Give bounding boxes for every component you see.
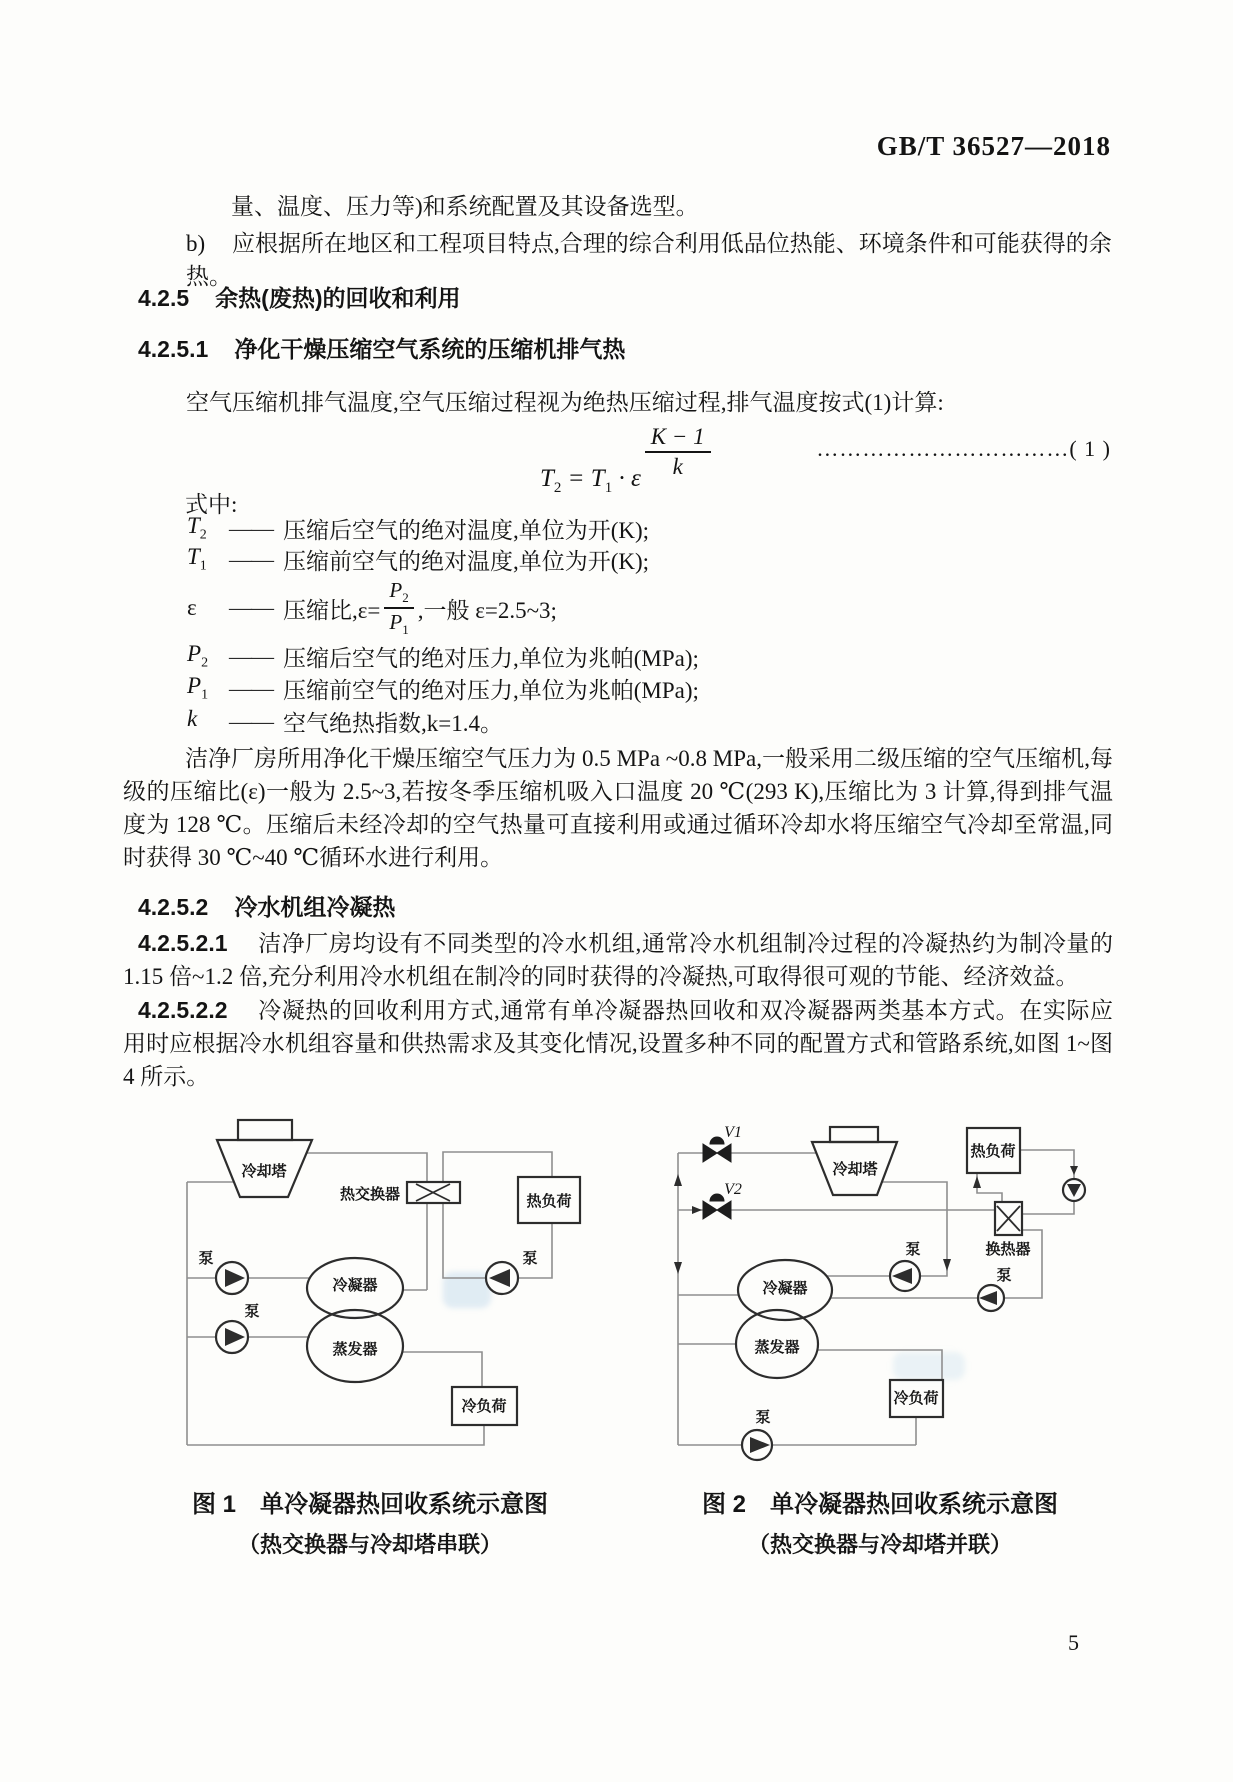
svg-text:泵: 泵 [244,1303,260,1320]
svg-text:泵: 泵 [198,1250,214,1267]
section-number: 4.2.5.2 [138,894,209,920]
paragraph-42521: 4.2.5.2.1 洁净厂房均设有不同类型的冷水机组,通常冷水机组制冷过程的冷凝热约为制冷量的 1.15 倍~1.2 倍,充分利用冷水机组在制冷的同时获得的冷凝热,可取得很可观的节能、经济效益。 [123,930,1113,989]
fig1-pump-icon [216,1302,260,1353]
fig2-flow-arrow-down [1070,1166,1078,1175]
section-number: 4.2.5 [138,285,190,311]
fig2-pump-icon [890,1240,921,1291]
figure-2-caption-sub: （热交换器与冷却塔并联） [747,1532,1012,1557]
fig2-pump-icon [1063,1179,1085,1201]
list-item-b-text: 应根据所在地区和工程项目特点,合理的综合利用低品位热能、环境条件和可能获得的余热。 [186,231,1112,289]
intro-line: 量、温度、压力等)和系统配置及其设备选型。 [231,194,699,219]
equation-leader: ……………………………( 1 ) [816,436,1111,461]
eq-exponent-fraction: $\frac{K - 1}{k}$ [645,424,711,480]
fig2-flow-arrow-up [674,1174,682,1186]
figure-1-caption: 图 1 单冷凝器热回收系统示意图 [191,1491,548,1518]
fig2-evaporator-label: 蒸发器 [754,1339,800,1356]
fig2-flow-arrow-down [674,1262,682,1274]
fig2-pump-icon [978,1266,1012,1311]
fig1-cooling-tower-label: 冷却塔 [241,1163,287,1180]
formula-intro: 空气压缩机排气温度,空气压缩过程视为绝热压缩过程,排气温度按式(1)计算: [186,390,944,415]
fig2-flow-arrow-down [943,1259,951,1271]
definition-row: $T_2$ —— 压缩后空气的绝对温度,单位为开(K); [187,513,650,543]
eq-lhs: $T_2$ [540,465,562,496]
list-item-b-label: b) [186,231,206,256]
fig1-cool-load-label: 冷负荷 [461,1398,507,1415]
fig1-pump-icon [486,1249,538,1294]
svg-text:泵: 泵 [996,1267,1012,1284]
fig2-cooling-tower-cap [830,1127,878,1142]
eq-sign: = [567,465,585,492]
definition-row: $P_1$ —— 压缩前空气的绝对压力,单位为兆帕(MPa); [187,673,699,703]
fig2-condenser-label: 冷凝器 [762,1280,808,1297]
doc-standard-number: GB/T 36527—2018 [876,131,1111,161]
fig2-heat-exchanger-label: 换热器 [985,1241,1031,1258]
paragraph-42522: 4.2.5.2.2 冷凝热的回收利用方式,通常有单冷凝器热回收和双冷凝器两类基本方式。在实际应用时应根据冷水机组容量和供热需求及其变化情况,设置多种不同的配置方式和管路系统,如图 1~图 4 所示。 [123,997,1113,1089]
fig1-heat-load-label: 热负荷 [526,1193,572,1210]
fig2-valve-v1 [703,1124,742,1162]
section-title: 冷水机组冷凝热 [234,894,396,920]
section-heading-4251 [138,331,625,364]
svg-text:泵: 泵 [522,1250,538,1267]
figure-2-caption: 图 2 单冷凝器热回收系统示意图 [701,1491,1058,1518]
fig1-heat-exchanger-label: 热交换器 [339,1186,400,1203]
section-number: 4.2.5.1 [138,336,209,362]
svg-text:泵: 泵 [905,1241,921,1258]
eq-rhs: $T_1$ [590,465,613,496]
fig2-cooling-tower-label: 冷却塔 [832,1161,878,1178]
fig2-cool-load-label: 冷负荷 [893,1390,939,1407]
figure-1-caption-sub: （热交换器与冷却塔串联） [237,1532,502,1557]
svg-text:泵: 泵 [755,1409,771,1426]
fig1-condenser-label: 冷凝器 [332,1277,378,1294]
definition-row: k —— 空气绝热指数,k=1.4。 [187,706,503,736]
where-label: 式中: [185,492,238,517]
eq-mid: · ε [612,465,641,492]
fig2-flow-arrow-up [973,1176,981,1188]
figure-1-diagram [140,980,600,1480]
page-number: 5 [1068,1630,1079,1655]
definition-row: $P_2$ —— 压缩后空气的绝对压力,单位为兆帕(MPa); [187,641,699,671]
section-title: 余热(废热)的回收和利用 [215,285,461,311]
paragraph-number: 4.2.5.2.2 [138,997,228,1023]
definition-row: $T_1$ —— 压缩前空气的绝对温度,单位为开(K); [187,544,650,574]
section-heading-425 [138,280,460,313]
equation-1 [540,424,711,497]
fig2-flow-arrow-right [692,1206,702,1214]
section-heading-4252 [138,889,395,922]
svg-text:V1: V1 [724,1124,742,1141]
fig2-heat-load-label: 热负荷 [970,1143,1016,1160]
svg-text:V2: V2 [724,1181,742,1198]
fig1-cooling-tower-cap [238,1120,292,1140]
fig1-evaporator-label: 蒸发器 [332,1341,378,1358]
definition-row-epsilon: ε —— 压缩比,ε= $\frac{P_2}{P_1}$ ,一般 ε=2.5~3; [187,577,557,638]
inline-fraction: $\frac{P_2}{P_1}$ [384,578,413,638]
fig2-valve-v2 [703,1181,742,1219]
figure-2-diagram [600,980,1160,1480]
equation-number: ( 1 ) [1069,436,1111,461]
paragraph-number: 4.2.5.2.1 [138,930,228,956]
paragraph-compressed-air: 洁净厂房所用净化干燥压缩空气压力为 0.5 MPa ~0.8 MPa,一般采用二级压缩的空气压缩机,每级的压缩比(ε)一般为 2.5~3,若按冬季压缩机吸入口温度 20 ℃(293 K),压缩比为 3 计算,得到排气温度为 128 ℃。压缩后未经冷却的空气热量可直接利用或通过循环冷却水将压缩空气冷却至常温,同时获得 30 ℃~40 ℃循环水进行利用。 [123,746,1113,870]
fig2-pump-icon [742,1408,772,1460]
fig1-pump-icon [198,1249,248,1294]
section-title: 净化干燥压缩空气系统的压缩机排气热 [234,336,626,362]
